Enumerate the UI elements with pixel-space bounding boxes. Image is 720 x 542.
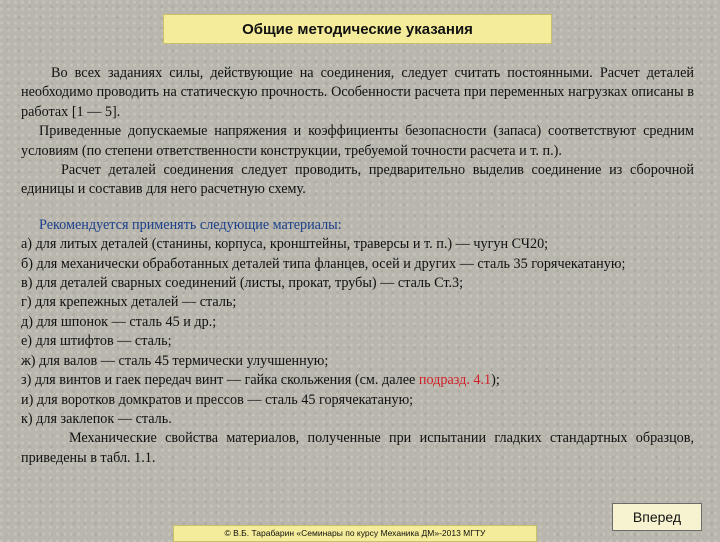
page-title: Общие методические указания [163,14,552,44]
list-item: б) для механически обработанных деталей типа фланцев, осей и других — сталь 35 горячекатаную; [21,255,626,272]
list-item: д) для шпонок — сталь 45 и др.; [21,313,217,330]
section-link[interactable]: подразд. 4.1 [418,372,492,389]
list-item: к) для заклепок — сталь. [21,410,172,427]
document-body [21,64,694,468]
copyright-footer: © В.Б. Тарабарин «Семинары по курсу Механика ДМ»-2013 МГТУ [173,525,537,542]
list-item: г) для крепежных деталей — сталь; [21,294,237,311]
list-item: ж) для валов — сталь 45 термически улучшенную; [21,352,329,369]
paragraph-allowable-stresses: Приведенные допускаемые напряжения и коэффициенты безопасности (запаса) соответствуют средним условиям (по степени ответственности конструкции, требуемой точности расчета и т. п.). [21,123,694,159]
paragraph-calculation: Расчет деталей соединения следует проводить, предварительно выделив соединение из сборочной единицы и составив для него расчетную схему. [21,162,694,198]
spacer [21,200,694,216]
next-button[interactable]: Вперед [612,503,702,531]
list-item [21,371,694,390]
list-item: в) для деталей сварных соединений (листы, прокат, трубы) — сталь Ст.3; [21,275,464,292]
paragraph-mechanical-properties: Механические свойства материалов, полученные при испытании гладких стандартных образцов, приведены в табл. 1.1. [21,430,694,466]
materials-intro: Рекомендуется применять следующие материалы: [39,216,342,233]
list-item: а) для литых деталей (станины, корпуса, кронштейны, траверсы и т. п.) — чугун СЧ20; [21,236,549,253]
list-item-text: з) для винтов и гаек передач винт — гайка скольжения (см. далее [21,372,419,389]
list-item: и) для воротков домкратов и прессов — сталь 45 горячекатаную; [21,391,414,408]
list-item-text-end: ); [491,372,500,389]
paragraph-forces: Во всех заданиях силы, действующие на соединения, следует считать постоянными. Расчет деталей необходимо проводить на статическую прочность. Особенности расчета при переменных нагрузках описаны в работах [1 — 5]. [21,65,694,120]
list-item: е) для штифтов — сталь; [21,333,172,350]
